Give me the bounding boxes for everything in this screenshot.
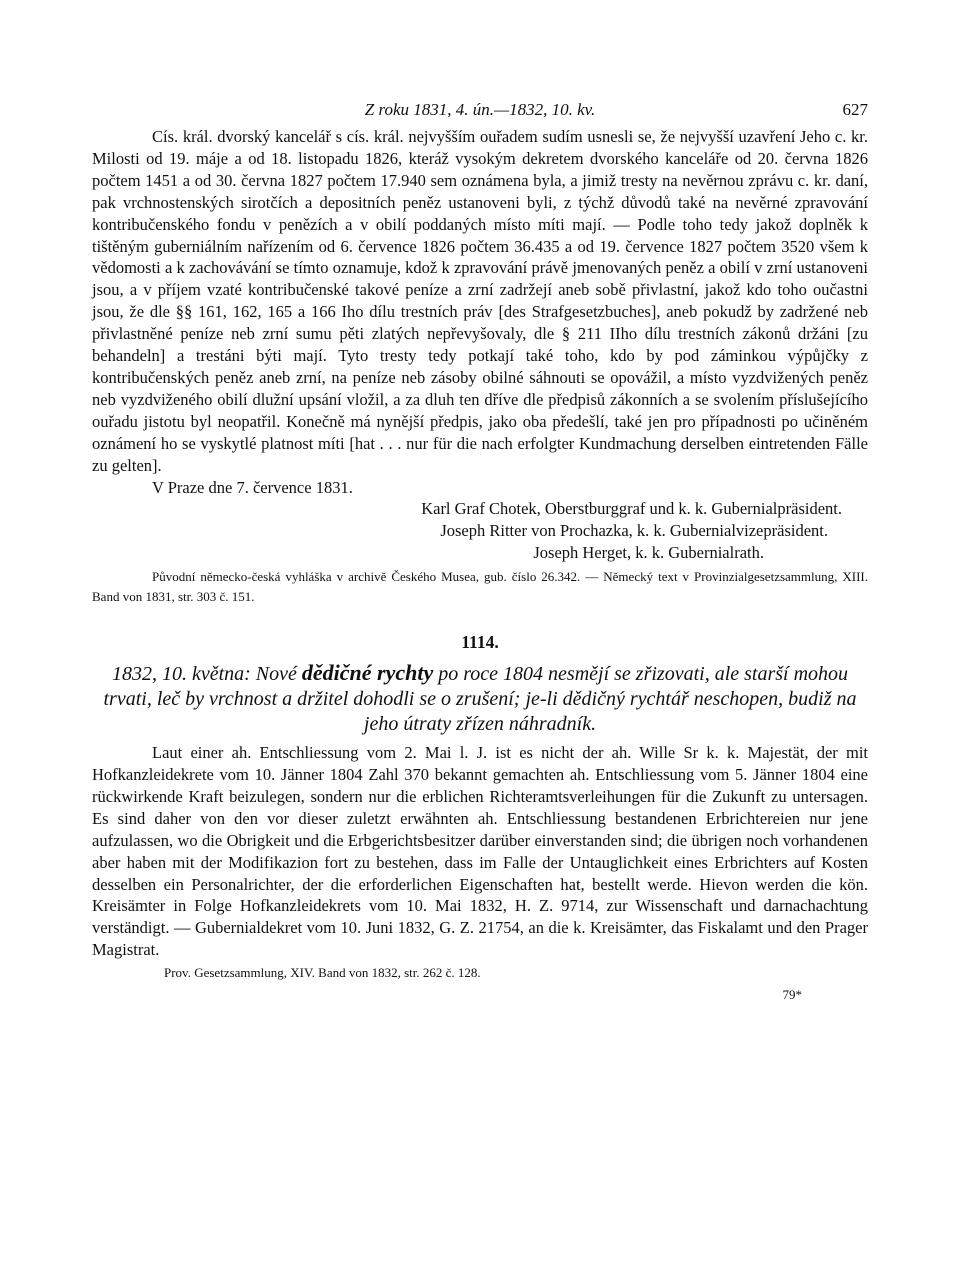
signature-line: Joseph Herget, k. k. Gubernialrath. — [533, 543, 764, 563]
headline-text: 1832, 10. května: Nové — [111, 663, 302, 686]
headline-emphasis: dědičné rychty — [301, 660, 434, 686]
dateline: V Praze dne 7. července 1831. — [152, 477, 353, 497]
signature-line: Karl Graf Chotek, Oberstburggraf und k. k. Gubernialpräsident. — [421, 499, 842, 519]
source-note-2: Prov. Gesetzsammlung, XIV. Band von 1832, str. 262 č. 128. — [164, 965, 481, 981]
document-body: Laut einer ah. Entschliessung vom 2. Mai l. J. ist es nicht der ah. Wille Sr k. k. Majestät, der mit Hofkanzleidekrete vom 10. Jänner 1804 Zahl 370 bekannt gemachten ah. Entschliessung vom 5. Jänner 1804 eine rückwirkende Kraft beizulegen, sondern nur die erblichen Richteramtsverleihungen für die Zukunft zu untersagen. Es sind daher von den vor dieser zuletzt erwähnten ah. Entschliessung bestandenen Erbrichtereien nur jene aufzulassen, wo die Obrigkeit und die Erbgerichtsbesitzer darüber einverstanden sind; die übrigen noch vorhandenen aber haben mit der Modifikazion fort zu bestehen, dass im Falle der Untauglichkeit eines Erbrichters auf Kosten desselben ein Personalrichter, der die erforderlichen Eigenschaften hat, bestellt werde. Hievon werden die kön. Kreisämter in Folge Hofkanzleidekrets vom 10. Mai 1832, H. Z. 9714, zur Wissenschaft und darnachachtung verständigt. — Gubernialdekret vom 10. Juni 1832, G. Z. 21754, an die k. Kreisämter, das Fiskalamt und den Prager Magistrat. — [92, 743, 868, 960]
running-title: Z roku 1831, 4. ún.—1832, 10. kv. — [364, 100, 596, 119]
page-number: 627 — [842, 100, 868, 119]
signatures-block — [92, 498, 868, 564]
running-head — [92, 96, 868, 126]
headline-text-cont: po roce 1804 nesmějí se zřizovati, ale starší mohou trvati, leč by vrchnost a držitel dohodli se o zrušení; je-li dědičný rychtář neschopen, budiž na jeho útraty zřízen náhradník. — [103, 663, 857, 736]
document-page — [92, 96, 868, 1003]
signature-line: Joseph Ritter von Prochazka, k. k. Gubernialvizepräsident. — [440, 521, 828, 541]
document-number: 1114. — [461, 632, 499, 653]
source-note: Původní německo-česká vyhláška v archivě Českého Musea, gub. číslo 26.342. — Německý text v Provinzialgesetzsammlung, XIII. Band von 1831, str. 303 č. 151. — [92, 569, 868, 605]
decree-body: Cís. král. dvorský kancelář s cís. král. nejvyšším ouřadem sudím usnesli se, že nejvyšší uzavření Jeho c. kr. Milosti od 19. máje a od 18. listopadu 1826, kteráž vysokým dekretem dvorského kanceláře od 20. června 1826 počtem 1451 a od 30. června 1827 počtem 17.940 sem oznámena byla, a jimiž tresty na nevěrnou zprávu c. kr. daní, pak vrchnostenských sirotčích a depositních peněz ustanoveni byli, z týchž důvodů také na nevěrné zpravování kontribučenského fondu v penězích a v obilí poddaných místo míti mají. — Podle toho tedy jakož doplněk k tištěným guberniálním nařízením od 6. července 1826 počtem 36.435 a od 19. července 1827 počtem 3520 všem k vědomosti a k zachovávání se tímto oznamuje, kdož k zpravování právě jmenovaných peněz a obilí v zrní ustanoveni jsou, a v příjem vzaté kontribučenské takové peníze a zrní zadržejí aneb sobě přivlastní, jakož kdo toho oučastni jsou, že dle §§ 161, 162, 165 a 166 Iho dílu trestních práv [des Strafgesetzbuches], aneb pokudž by zadržené neb přivlastněné peníze neb zrní sumu pěti zlatých nepřevyšovaly, dle § 211 IIho dílu trestních zákonů držáni [zu behandeln] a trestáni býti mají. Tyto tresty tedy potkají také toho, kdo by pod záminkou výpůjčky z kontribučenských peněz aneb zrní, na peníze neb zásoby obilné sáhnouti se opovážil, a místo vyzdvižených peněz neb vyzdviženého obilí dlužní upsání vložil, a za dluh ten dříve dle předpisů zákonních a se svolením příslušejícího ouřadu jistotu byl neopatřil. Konečně má nynější předpis, jako oba předešlí, také jen pro případnosti po učiněném oznámení ho se vyskytlé platnost míti [hat . . . nur für die nach erfolgter Kundmachung derselben eintretenden Fälle zu gelten]. — [92, 127, 868, 475]
printer-signature-mark: 79* — [782, 987, 802, 1003]
document-headline — [92, 660, 868, 737]
